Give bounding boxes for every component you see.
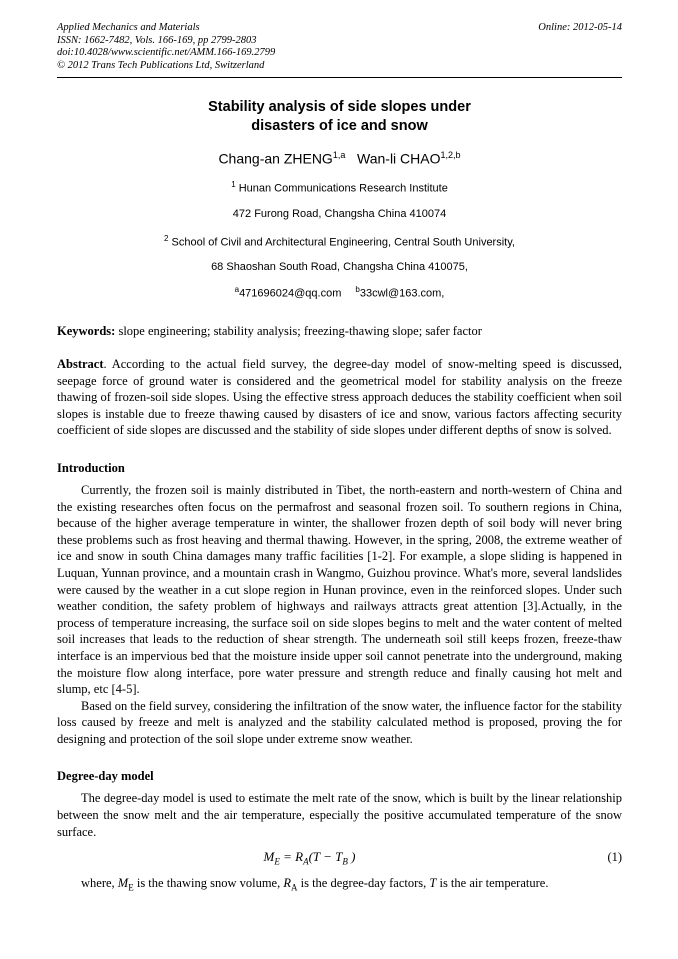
affiliation-address-1-text: 472 Furong Road, Changsha China 410074 bbox=[232, 207, 447, 220]
equation-rhs: (T − T bbox=[308, 849, 343, 865]
equation-operator: = R bbox=[279, 849, 304, 865]
equation-note-m-subscript: E bbox=[128, 882, 134, 893]
equation-note-end: is the air temperature. bbox=[436, 875, 549, 890]
equation-note-mid2: is the degree-day factors, bbox=[297, 875, 430, 890]
equation-1-body bbox=[264, 849, 356, 867]
affiliation-1-superscript: 1 bbox=[231, 180, 236, 190]
issn-line: ISSN: 1662-7482, Vols. 166-169, pp 2799-2803 bbox=[57, 34, 257, 46]
equation-note-pre: where, bbox=[81, 875, 118, 890]
abstract-label: Abstract bbox=[57, 357, 104, 371]
author-1-superscript: 1,a bbox=[332, 150, 346, 161]
page-header bbox=[57, 22, 622, 78]
equation-1-number: (1) bbox=[607, 850, 623, 865]
keywords-label: Keywords: bbox=[57, 324, 116, 338]
affiliation-address-1 bbox=[57, 207, 622, 221]
copyright-line: © 2012 Trans Tech Publications Ltd, Switzerland bbox=[57, 59, 265, 71]
introduction-paragraph-2: Based on the field survey, considering the infiltration of the snow water, the influence factor for the stability loss caused by freeze and melt is analyzed and the stability calculated method is proposed, proving the for designing and protection of the soil slope under extreme snow weather. bbox=[57, 698, 622, 746]
affiliation-1 bbox=[57, 178, 622, 196]
introduction-paragraph-1: Currently, the frozen soil is mainly distributed in Tibet, the north-eastern and north-western of China and the existing researches often focus on the permafrost and seasonal frozen soil. To southern regions in China, because of the higher average temperature in winter, the shallower frozen depth of soil body will never bring these problems such as frost heaving and thermal thawing. However, in the spring, 2008, the extreme weather of ice and snow in south China damages many traffic facilities [1-2]. For example, a slope sliding is happened in Luquan, Yunnan province, and a mountain crash in Wangmo, Guizhou province. What's more, several landslides were caused by the weather in a cut slope region in Hunan province, even in the reinforced slopes. Under such weather condition, the safety problem of highways and railways attracts great attention [3].Actually, in the process of temperature increasing, the surface soil on side slopes begins to melt and the water content of melted soil increases that leads to the reduction of shear strength. The underneath soil still keeps frozen, freeze-thaw interface is an impervious bed that the moisture inside upper soil cannot penetrate into the underground, making the moisture flow along interface, pore water pressure and strength reduce and finally causing hot melt and slump, etc [4-5]. bbox=[57, 482, 622, 697]
equation-1-row bbox=[57, 849, 622, 867]
online-date: Online: 2012-05-14 bbox=[538, 22, 622, 33]
doi-line: doi:10.4028/www.scientific.net/AMM.166-169.2799 bbox=[57, 47, 276, 59]
keywords-text: slope engineering; stability analysis; freezing-thawing slope; safer factor bbox=[115, 324, 482, 338]
equation-1-note bbox=[57, 875, 622, 896]
equation-ra-subscript: A bbox=[303, 856, 309, 867]
page-title bbox=[57, 98, 622, 136]
author-2-superscript: 1,2,b bbox=[440, 150, 461, 161]
email-a-superscript: a bbox=[234, 285, 240, 295]
equation-rhs-end: ) bbox=[347, 849, 356, 865]
affiliation-2-text: School of Civil and Architectural Engineering, Central South University, bbox=[171, 236, 515, 249]
header-divider bbox=[57, 77, 622, 78]
author-2-name: Wan-li CHAO bbox=[357, 151, 441, 168]
title-line-1: Stability analysis of side slopes under bbox=[208, 99, 471, 116]
author-1-name: Chang-an ZHENG bbox=[218, 151, 333, 168]
section-heading-degree-day-model: Degree-day model bbox=[57, 769, 154, 784]
equation-tb-subscript: B bbox=[342, 856, 348, 867]
equation-lhs-subscript: E bbox=[274, 856, 280, 867]
abstract-text: . According to the actual field survey, the degree-day model of snow-melting speed is discussed, seepage force of ground water is considered and the geometrical model for stability analysis on the freeze thawing of frozen-soil side slopes. Using the effective stress approach deduces the stability coefficient when soil slopes is instable due to freeze thawing caused by disasters of ice and snow, various factors affecting security coefficient of side slopes are discussed and the stability of side slopes under different depths of snow is solved. bbox=[57, 357, 622, 438]
affiliation-2 bbox=[57, 232, 622, 250]
keywords-block bbox=[57, 324, 622, 339]
header-top-row bbox=[57, 22, 622, 35]
email-b-superscript: b bbox=[355, 285, 360, 295]
email-a: 471696024@qq.com bbox=[239, 288, 342, 300]
abstract-block bbox=[57, 356, 622, 439]
section-heading-introduction: Introduction bbox=[57, 460, 125, 475]
author-emails bbox=[57, 285, 622, 300]
equation-note-mid1: is the thawing snow volume, bbox=[133, 875, 284, 890]
email-b: 33cwl@163.com, bbox=[359, 288, 445, 300]
equation-note-m: M bbox=[117, 875, 129, 890]
page-content bbox=[57, 22, 622, 896]
journal-name: Applied Mechanics and Materials bbox=[57, 22, 200, 33]
equation-note-t: T bbox=[429, 875, 437, 890]
equation-lhs-symbol: M bbox=[263, 849, 275, 865]
equation-note-r-subscript: A bbox=[291, 882, 298, 893]
title-line-2: disasters of ice and snow bbox=[251, 118, 428, 135]
affiliation-address-2-text: 68 Shaoshan South Road, Changsha China 410075, bbox=[211, 261, 468, 274]
equation-note-r: R bbox=[283, 875, 291, 890]
affiliation-address-2 bbox=[57, 260, 622, 274]
affiliation-1-text: Hunan Communications Research Institute bbox=[238, 182, 448, 195]
affiliation-2-superscript: 2 bbox=[164, 233, 169, 243]
degree-day-paragraph-1: The degree-day model is used to estimate the melt rate of the snow, which is built by the linear relationship between the snow melt and the air temperature, especially the positive accumulated temperature of the snow surface. bbox=[57, 791, 622, 839]
author-list bbox=[57, 150, 622, 167]
